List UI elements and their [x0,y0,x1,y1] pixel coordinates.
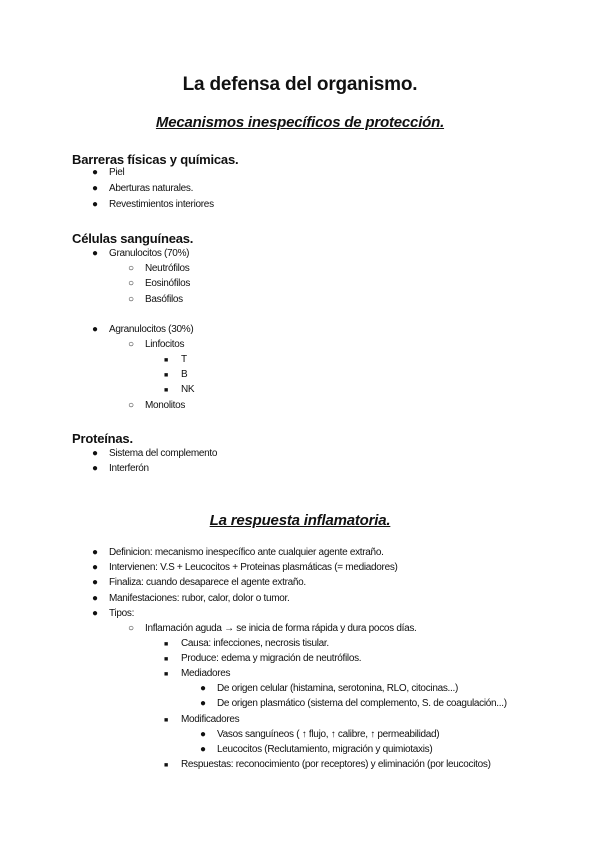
circle-bullet-icon: ○ [128,623,135,634]
heading-proteinas: Proteínas. [72,431,133,446]
disc-bullet-icon: ● [92,448,99,459]
disc-bullet-icon: ● [200,729,207,740]
disc-bullet-icon: ● [92,608,99,619]
list-item: B [181,369,188,380]
list-item-linfocitos: Linfocitos [145,339,185,350]
list-item: Tipos: [109,608,135,619]
disc-bullet-icon: ● [92,167,99,178]
list-item: Intervienen: V.S + Leucocitos + Proteinas plasmáticas (= mediadores) [109,562,398,573]
square-bullet-icon: ■ [164,357,169,364]
square-bullet-icon: ■ [164,762,169,769]
disc-bullet-icon: ● [200,683,207,694]
circle-bullet-icon: ○ [128,400,135,411]
circle-bullet-icon: ○ [128,278,135,289]
list-item-monolitos: Monolitos [145,400,186,411]
list-item: Revestimientos interiores [109,199,214,210]
list-item-aguda: Inflamación aguda → se inicia de forma rápida y dura pocos días. [145,623,417,634]
circle-bullet-icon: ○ [128,294,135,305]
page-title: La defensa del organismo. [182,74,418,95]
list-item-mediadores: Mediadores [181,668,231,679]
square-bullet-icon: ■ [164,671,169,678]
section-title-mecanismos: Mecanismos inespecíficos de protección. [155,114,445,131]
list-item: Definicion: mecanismo inespecífico ante cualquier agente extraño. [109,547,384,558]
list-item: Eosinófilos [145,278,191,289]
disc-bullet-icon: ● [92,248,99,259]
disc-bullet-icon: ● [92,547,99,558]
disc-bullet-icon: ● [92,463,99,474]
disc-bullet-icon: ● [200,744,207,755]
disc-bullet-icon: ● [92,324,99,335]
square-bullet-icon: ■ [164,656,169,663]
list-item: Leucocitos (Reclutamiento, migración y quimiotaxis) [217,744,433,755]
list-item: De origen plasmático (sistema del complemento, S. de coagulación...) [217,698,507,709]
disc-bullet-icon: ● [92,577,99,588]
heading-celulas: Células sanguíneas. [72,231,194,246]
list-item: Piel [109,167,125,178]
heading-barreras: Barreras físicas y químicas. [72,152,239,167]
disc-bullet-icon: ● [92,199,99,210]
list-item: Respuestas: reconocimiento (por receptores) y eliminación (por leucocitos) [181,759,491,770]
list-item: Aberturas naturales. [109,183,194,194]
list-item: Interferón [109,463,149,474]
list-item: Neutrófilos [145,263,190,274]
list-item: Vasos sanguíneos ( ↑ flujo, ↑ calibre, ↑ permeabilidad) [217,729,440,740]
list-item: Finaliza: cuando desaparece el agente extraño. [109,577,306,588]
list-item: Manifestaciones: rubor, calor, dolor o tumor. [109,593,290,604]
disc-bullet-icon: ● [200,698,207,709]
list-item: De origen celular (histamina, serotonina, RLO, citocinas...) [217,683,459,694]
list-item: NK [181,384,195,395]
list-item: Basófilos [145,294,183,305]
section-title-respuesta: La respuesta inflamatoria. [209,512,391,529]
list-item: Produce: edema y migración de neutrófilos. [181,653,362,664]
list-item: T [181,354,187,365]
list-item: Sistema del complemento [109,448,218,459]
circle-bullet-icon: ○ [128,263,135,274]
list-item-agranulocitos: Agranulocitos (30%) [109,324,194,335]
list-item-granulocitos: Granulocitos (70%) [109,248,190,259]
list-item-modificadores: Modificadores [181,714,240,725]
circle-bullet-icon: ○ [128,339,135,350]
square-bullet-icon: ■ [164,641,169,648]
list-item: Causa: infecciones, necrosis tisular. [181,638,329,649]
disc-bullet-icon: ● [92,562,99,573]
square-bullet-icon: ■ [164,387,169,394]
disc-bullet-icon: ● [92,183,99,194]
square-bullet-icon: ■ [164,372,169,379]
square-bullet-icon: ■ [164,717,169,724]
disc-bullet-icon: ● [92,593,99,604]
